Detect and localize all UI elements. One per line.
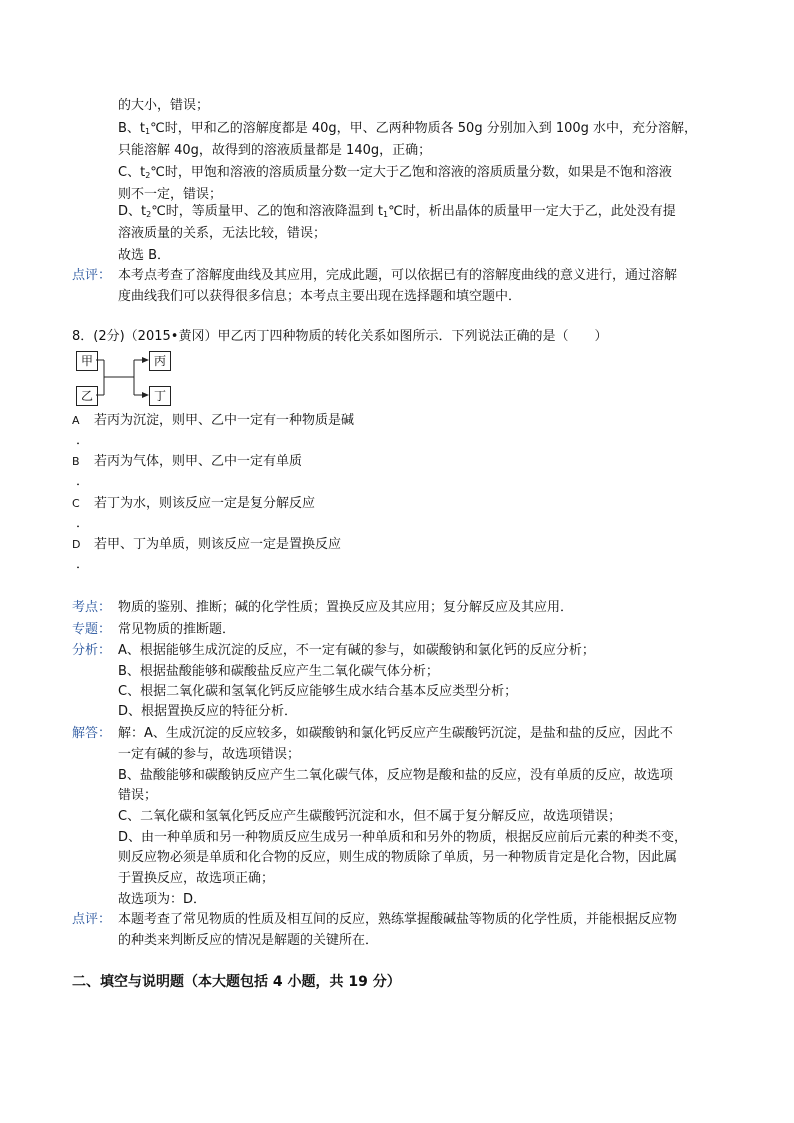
jieda-line: 错误； <box>118 788 158 803</box>
q8-option-a: A 若丙为沉淀，则甲、乙中一定有一种物质是碱 <box>72 413 355 428</box>
prev-option-c-line-2: 则不一定，错误； <box>118 187 223 202</box>
option-c-dot: ． <box>76 516 90 531</box>
fenxi-label: 分析： <box>72 643 112 658</box>
jieda-line: C、二氧化碳和氢氧化钙反应产生碳酸钙沉淀和水，但不属于复分解反应，故选项错误； <box>118 809 622 824</box>
prev-line-1: 的大小，错误； <box>118 98 210 113</box>
option-a-dot: ． <box>76 433 90 448</box>
prev-option-b-line-1: B、$t_1℃$时，甲和乙的溶解度都是 40g，甲、乙两种物质各 50g 分别加入到 100g 水中，充分溶解， <box>118 121 698 136</box>
prev-answer: 故选 B． <box>118 248 171 263</box>
fenxi-line: D、根据置换反应的特征分析． <box>118 704 298 719</box>
arrow-head-bing <box>142 357 149 363</box>
fenxi-line: A、根据能够生成沉淀的反应，不一定有碱的参与，如碳酸钠和氯化钙的反应分析； <box>118 643 595 658</box>
prev-option-b-line-2: 只能溶解 40g，故得到的溶液质量都是 140g，正确； <box>118 143 432 158</box>
kaodian-label: 考点： <box>72 600 112 615</box>
option-b-dot: ． <box>76 474 90 489</box>
dianping-label: 点评： <box>72 912 112 927</box>
diagram-box-bing: 丙 <box>149 351 171 371</box>
zhuanti-label: 专题： <box>72 622 112 637</box>
q8-option-b: B 若丙为气体，则甲、乙中一定有单质 <box>72 454 303 469</box>
diagram-box-jia: 甲 <box>76 351 98 371</box>
diagram-box-ding: 丁 <box>149 386 171 406</box>
option-d-dot: ． <box>76 557 90 572</box>
zhuanti-text: 常见物质的推断题． <box>118 622 236 637</box>
q8-option-c: C 若丁为水，则该反应一定是复分解反应 <box>72 496 316 511</box>
dianping-line: 的种类来判断反应的情况是解题的关键所在． <box>118 933 379 948</box>
jieda-label: 解答： <box>72 726 112 741</box>
jieda-line: 解：A、生成沉淀的反应较多，如碳酸钠和氯化钙反应产生碳酸钙沉淀，是盐和盐的反应，因此不 <box>118 726 673 741</box>
diagram-box-yi: 乙 <box>76 386 98 406</box>
prev-option-c-line-1: C、$t_2℃$时，甲饱和溶液的溶质质量分数一定大于乙饱和溶液的溶质质量分数，如果是不饱和溶液 <box>118 165 672 180</box>
diagram-arrows <box>96 355 152 401</box>
jieda-line: B、盐酸能够和碳酸钠反应产生二氧化碳气体，反应物是酸和盐的反应，没有单质的反应，故选项 <box>118 768 673 783</box>
q8-option-d: D 若甲、丁为单质，则该反应一定是置换反应 <box>72 537 342 552</box>
jieda-line: 故选项为：D． <box>118 892 207 907</box>
prev-comment-line-2: 度曲线我们可以获得很多信息；本考点主要出现在选择题和填空题中． <box>118 289 522 304</box>
fenxi-line: C、根据二氧化碳和氢氧化钙反应能够生成水结合基本反应类型分析； <box>118 684 518 699</box>
jieda-line: 一定有碱的参与，故选项错误； <box>118 747 301 762</box>
fenxi-line: B、根据盐酸能够和碳酸盐反应产生二氧化碳气体分析； <box>118 664 439 679</box>
kaodian-text: 物质的鉴别、推断；碱的化学性质；置换反应及其应用；复分解反应及其应用． <box>118 600 574 615</box>
section-2-heading: 二、填空与说明题（本大题包括 4 小题，共 19 分） <box>72 974 401 990</box>
q8-stem: 8．(2分)（2015•黄冈）甲乙丙丁四种物质的转化关系如图所示．下列说法正确的是（ ） <box>72 329 608 344</box>
jieda-line: 则反应物必须是单质和化合物的反应，则生成的物质除了单质，另一种物质肯定是化合物，因此属 <box>118 850 678 865</box>
jieda-line: D、由一种单质和另一种物质反应生成另一种单质和和另外的物质，根据反应前后元素的种类不变， <box>118 830 688 845</box>
prev-comment-line-1: 本考点考查了溶解度曲线及其应用，完成此题，可以依据已有的溶解度曲线的意义进行，通过溶解 <box>118 268 678 283</box>
prev-comment-label: 点评： <box>72 268 112 283</box>
arrow-head-ding <box>142 392 149 398</box>
dianping-line: 本题考查了常见物质的性质及相互间的反应，熟练掌握酸碱盐等物质的化学性质，并能根据反应物 <box>118 912 678 927</box>
prev-option-d-line-2: 溶液质量的关系，无法比较，错误； <box>118 226 327 241</box>
prev-option-d-line-1: D、$t_2℃$时，等质量甲、乙的饱和溶液降温到 $t_1℃$时，析出晶体的质量甲一定大于乙，此处没有提 <box>118 204 676 219</box>
jieda-line: 于置换反应，故选项正确； <box>118 871 275 886</box>
